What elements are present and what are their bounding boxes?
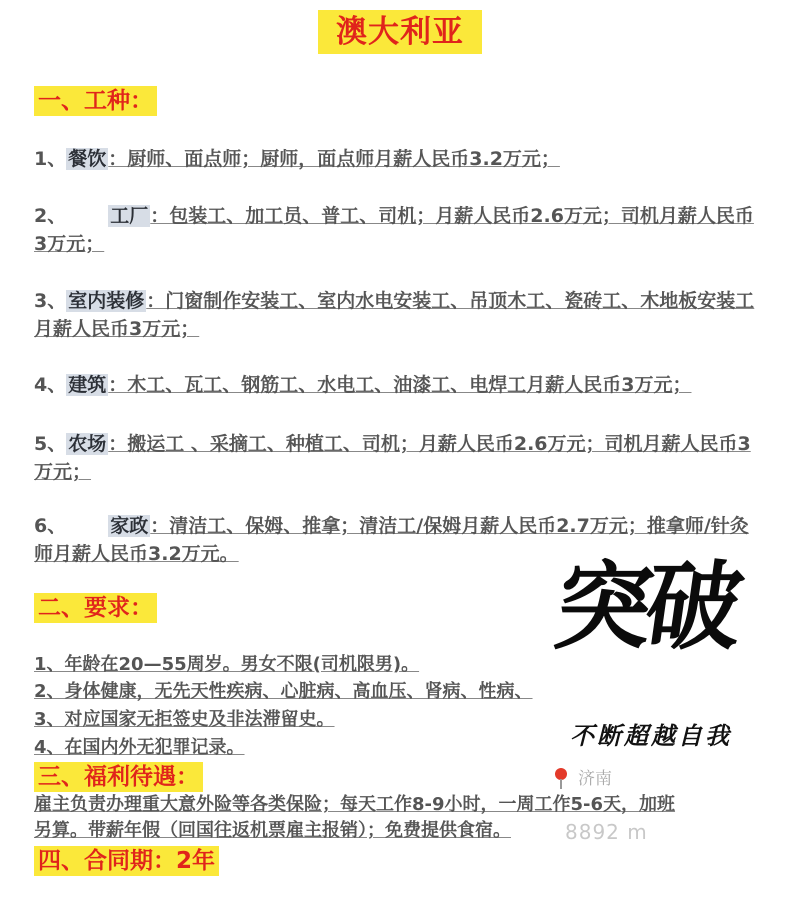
section-heading-benefits: 三、福利待遇：: [34, 762, 203, 792]
job-category: 室内装修: [68, 290, 145, 312]
location-pin-icon: [555, 768, 567, 780]
job-item-4: [34, 371, 764, 399]
section-heading-contract: 四、合同期：2年: [34, 846, 219, 876]
job-detail: ：木工、瓦工、钢筋工、水电工、油漆工、电焊工月薪人民币3万元；: [108, 374, 692, 396]
job-item-3: [34, 287, 764, 343]
job-number: 1、: [34, 148, 67, 170]
section-heading-requirements: 二、要求：: [34, 593, 157, 623]
requirement-item: 3、对应国家无拒签史及非法滞留史。: [34, 709, 335, 730]
requirement-item: 2、身体健康，无先天性疾病、心脏病、高血压、肾病、性病、: [34, 681, 533, 702]
benefits-line-1: [34, 792, 764, 818]
calligraphy-stamp: 突破: [548, 552, 793, 662]
job-item-1: [34, 145, 764, 173]
location-label: 济南: [578, 769, 612, 789]
job-number: 3、: [34, 290, 67, 312]
page-title: 澳大利亚: [318, 10, 482, 54]
job-item-2: [34, 202, 764, 258]
job-number: 6、: [34, 515, 67, 537]
job-detail: ：厨师、面点师；厨师，面点师月薪人民币3.2万元；: [108, 148, 560, 170]
job-number: 4、: [34, 374, 67, 396]
job-item-5: [34, 430, 764, 486]
job-detail: ：清洁工、保姆、推拿；清洁工/保姆月薪人民币2.7万元；推拿师/针灸师月薪人民币3.2万元。: [34, 515, 749, 565]
job-category: 工厂: [110, 205, 149, 227]
job-detail: ：包装工、加工员、普工、司机；月薪人民币2.6万元；司机月薪人民币3万元；: [34, 205, 754, 255]
job-category: 家政: [110, 515, 149, 537]
requirement-item: 4、在国内外无犯罪记录。: [34, 737, 245, 758]
job-detail: ：搬运工 、采摘工、种植工、司机；月薪人民币2.6万元；司机月薪人民币3万元；: [34, 433, 751, 483]
job-number: 5、: [34, 433, 67, 455]
calligraphy-slogan: 不断超越自我: [566, 716, 736, 751]
section-heading-jobs: 一、工种：: [34, 86, 157, 116]
job-category: 农场: [68, 433, 107, 455]
requirement-item: 1、年龄在20—55周岁。男女不限(司机限男)。: [34, 654, 420, 675]
job-number: 2、: [34, 205, 67, 227]
job-category: 建筑: [68, 374, 107, 396]
benefits-text: 雇主负责办理重大意外险等各类保险；每天工作8-9小时，一周工作5-6天，加班: [34, 794, 676, 815]
watermark-text: 8892 m: [565, 820, 648, 844]
benefits-line-2: [34, 818, 764, 844]
job-category: 餐饮: [68, 148, 107, 170]
benefits-text: 另算。带薪年假（回国往返机票雇主报销）；免费提供食宿。: [34, 820, 511, 841]
job-detail: ：门窗制作安装工、室内水电安装工、吊顶木工、瓷砖工、木地板安装工月薪人民币3万元；: [34, 290, 755, 340]
